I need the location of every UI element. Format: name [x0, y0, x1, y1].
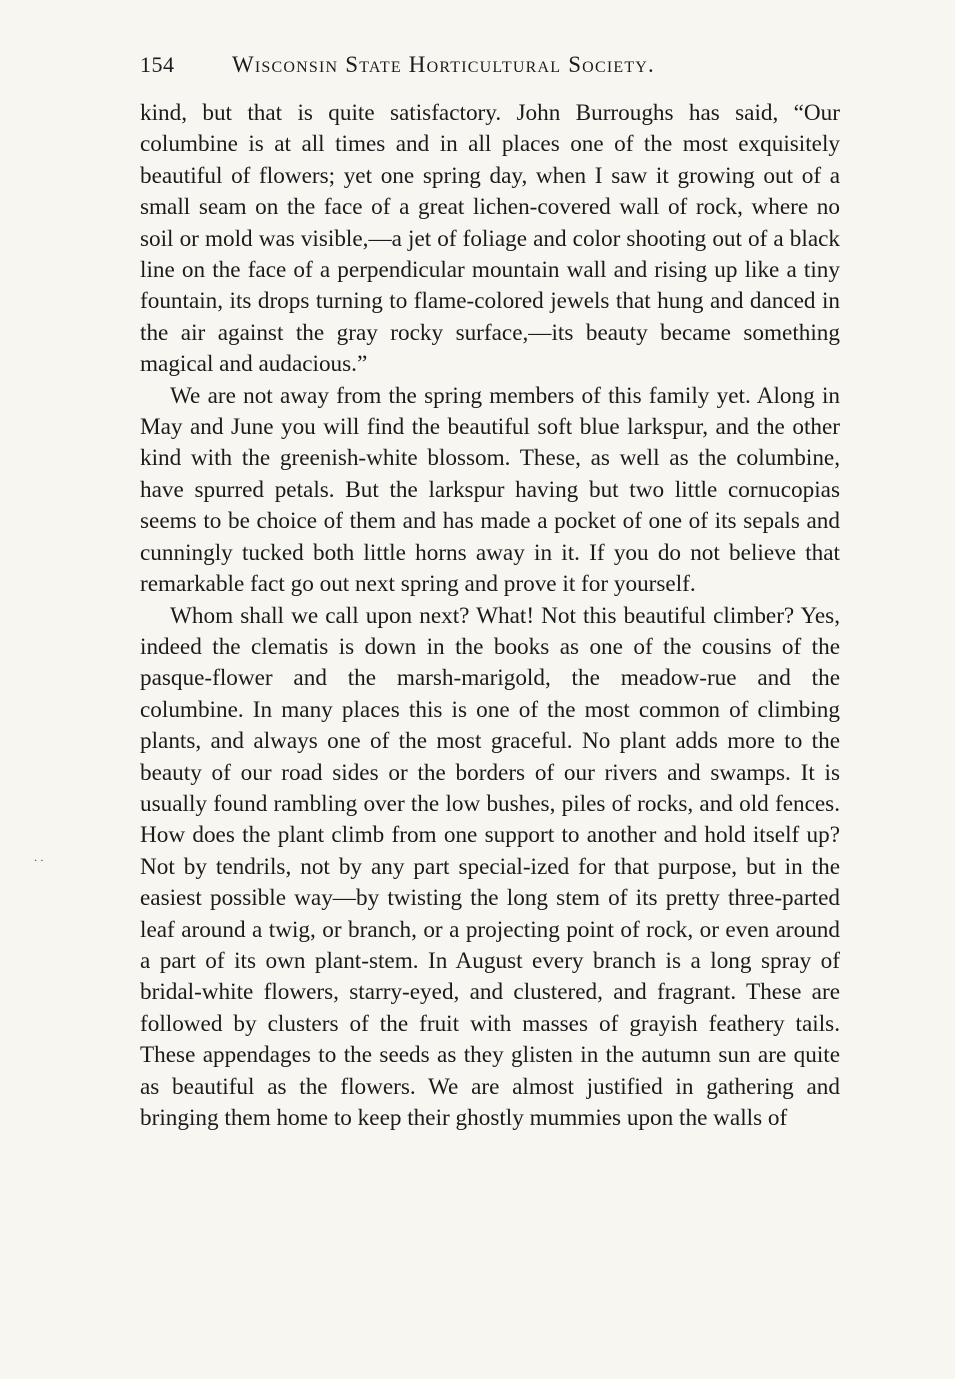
- margin-specks: · ·: [34, 856, 44, 867]
- book-page: [140, 52, 840, 1134]
- page-number: 154: [140, 52, 175, 77]
- paragraph-larkspur: We are not away from the spring members of this family yet. Along in May and June you will find the beautiful soft blue larkspur, and the other kind with the greenish-white blossom. These, as well as the columbine, have spurred petals. But the larkspur having but two little cornucopias seems to be choice of them and has made a pocket of one of its sepals and cunningly tucked both little horns away in it. If you do not believe that remarkable fact go out next spring and prove it for yourself.: [140, 382, 840, 598]
- running-head: [140, 52, 840, 92]
- journal-title: Wisconsin State Horticultural Society.: [232, 52, 655, 77]
- paragraph-continued: kind, but that is quite satisfactory. John Burroughs has said, “Our columbine is at all times and in all places one of the most exquisitely beautiful of flowers; yet one spring day, when I saw it growing out of a small seam on the face of a great lichen-covered wall of rock, where no soil or mold was visible,—a jet of foliage and color shooting out of a black line on the face of a perpendicular mountain wall and rising up like a tiny fountain, its drops turning to flame-colored jewels that hung and danced in the air against the gray rocky surface,—its beauty became something magical and audacious.”: [140, 100, 840, 378]
- paragraph-clematis: Whom shall we call upon next? What! Not this beautiful climber? Yes, indeed the clematis is down in the books as one of the cousins of the pasque-flower and the marsh-marigold, the meadow-rue and the columbine. In many places this is one of the most common of climbing plants, and always one of the most graceful. No plant adds more to the beauty of our road sides or the borders of our rivers and swamps. It is usually found rambling over the low bushes, piles of rocks, and old fences. How does the plant climb from one support to another and hold itself up? Not by tendrils, not by any part special-ized for that purpose, but in the easiest possible way—by twisting the long stem of its pretty three-parted leaf around a twig, or branch, or a projecting point of rock, or even around a part of its own plant-stem. In August every branch is a long spray of bridal-white flowers, starry-eyed, and clustered, and fragrant. These are followed by clusters of the fruit with masses of grayish feathery tails. These appendages to the seeds as they glisten in the autumn sun are quite as beautiful as the flowers. We are almost justified in gathering and bringing them home to keep their ghostly mummies upon the walls of: [140, 602, 840, 1131]
- body-text: [140, 98, 840, 1134]
